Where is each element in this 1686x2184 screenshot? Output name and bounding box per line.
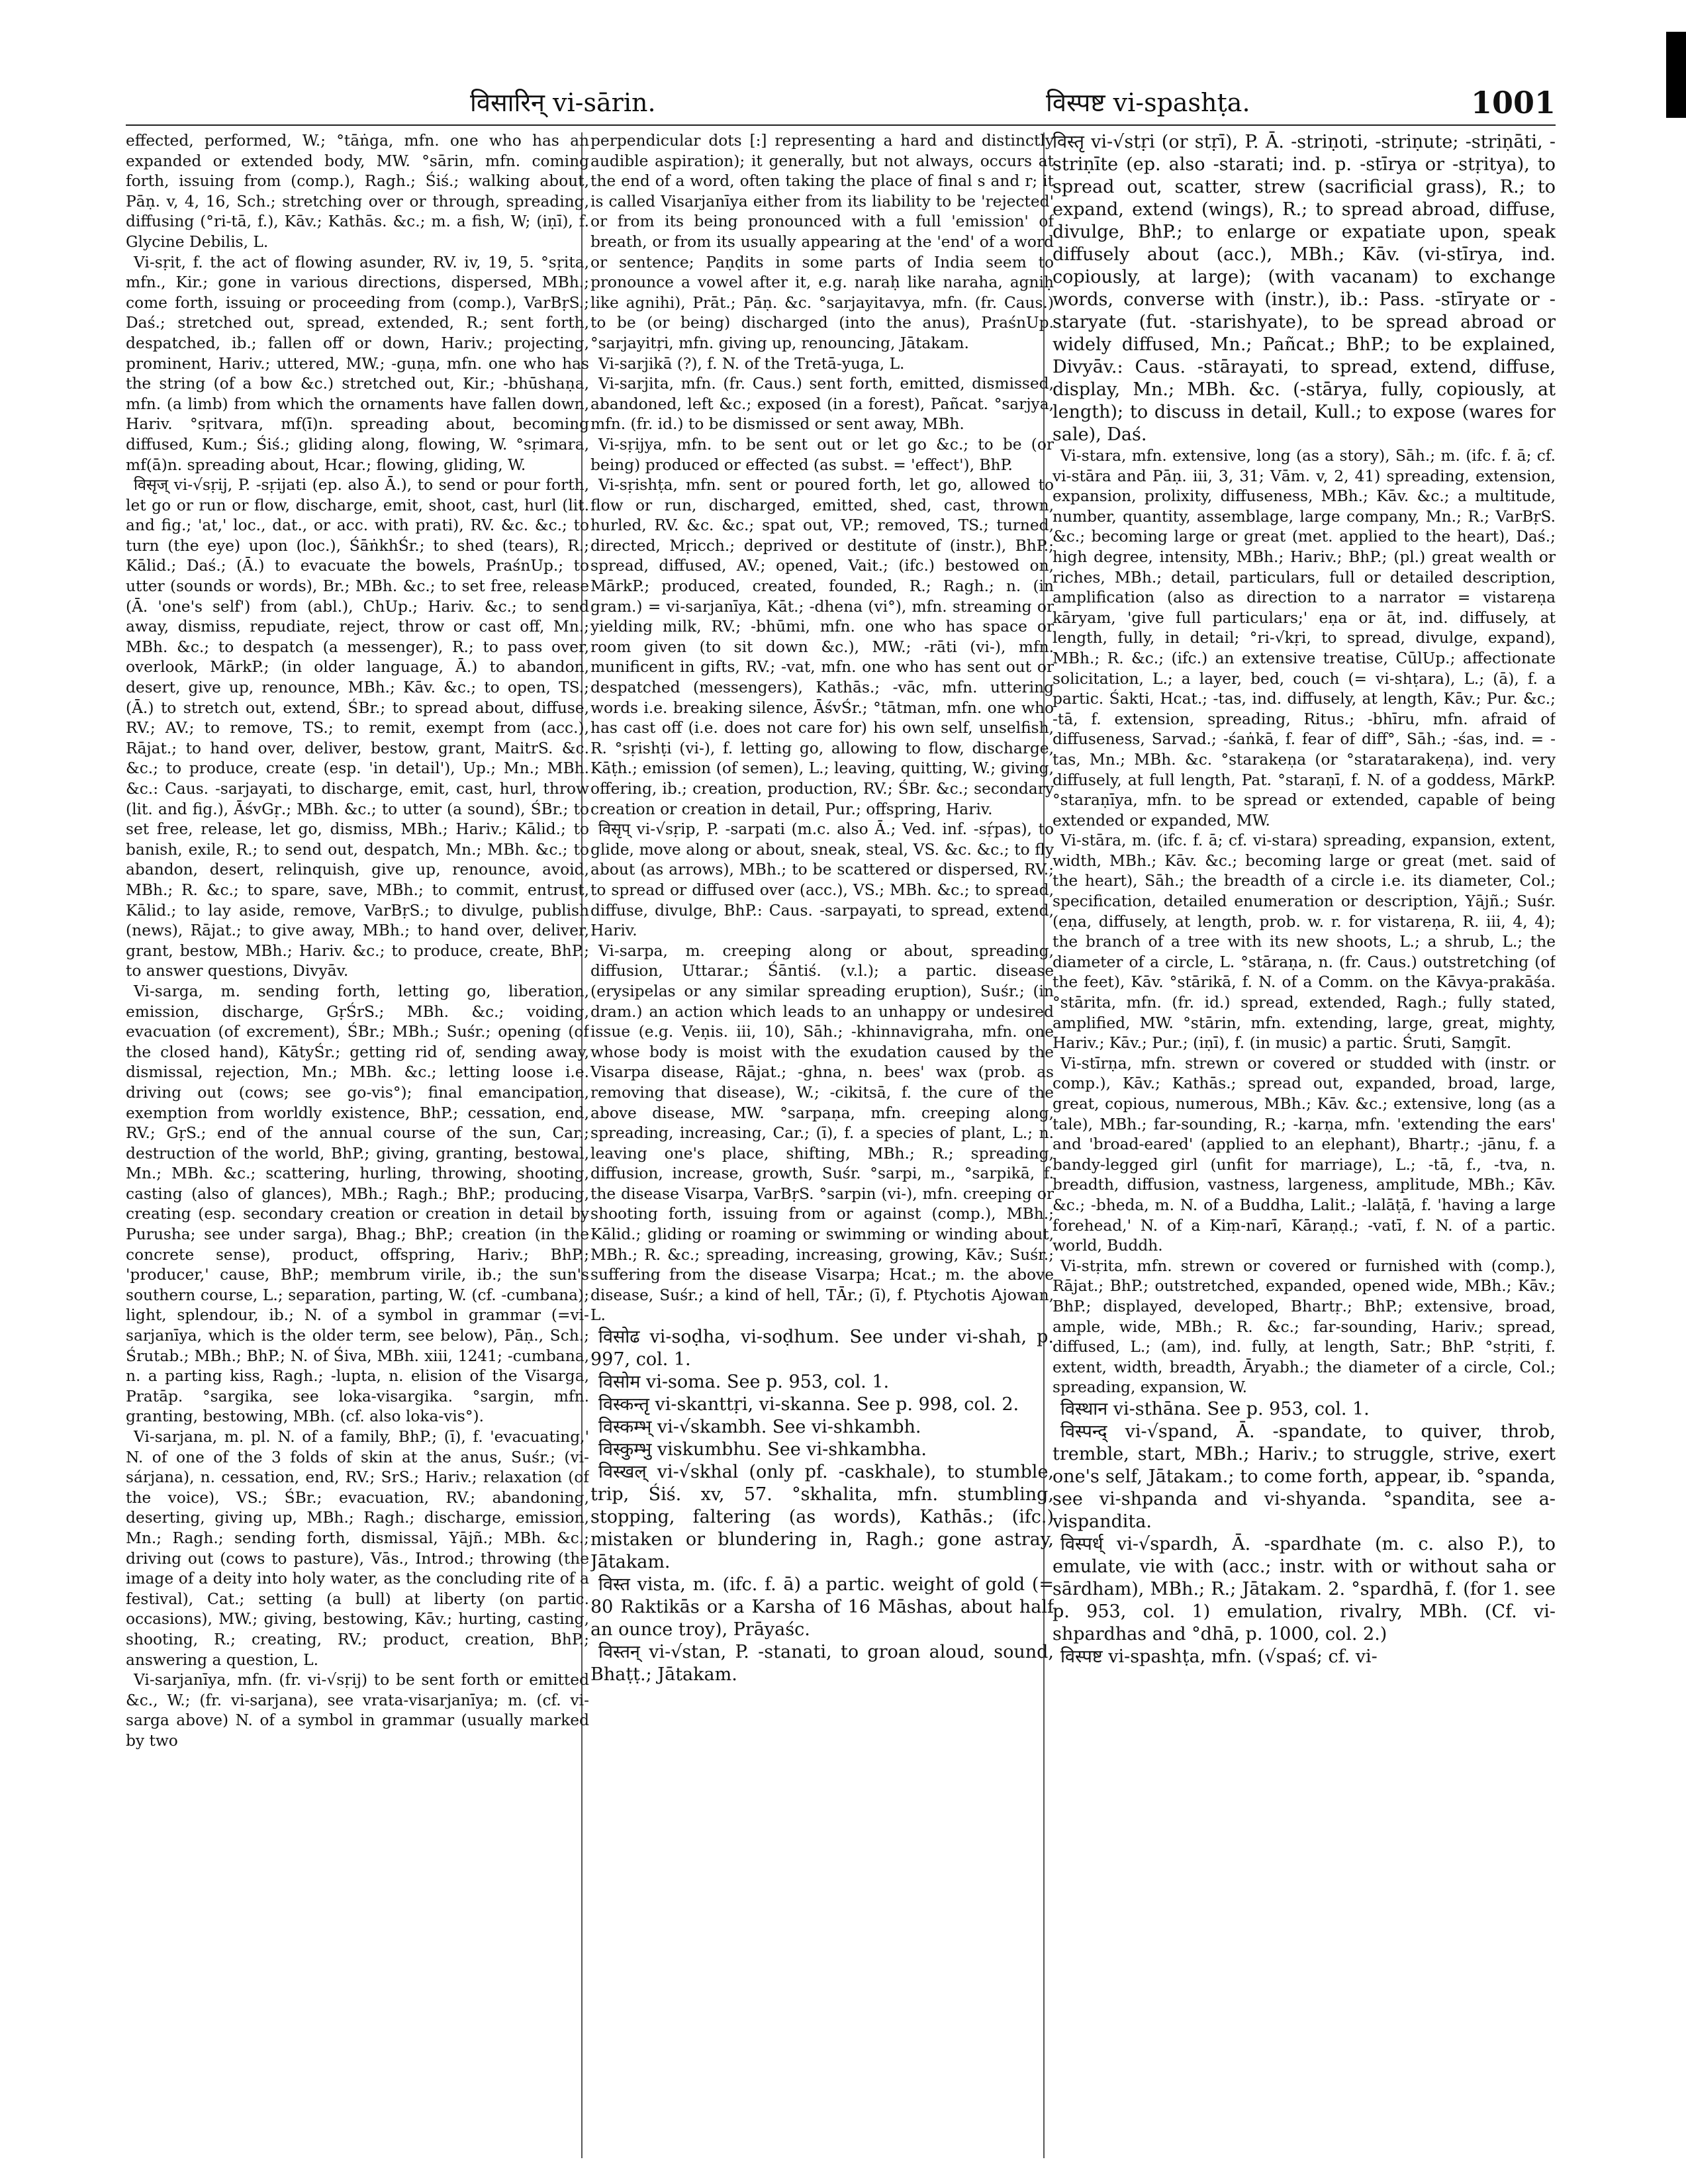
left-running-head: विसारिन् vi-sārin. [470,88,656,117]
entry-vi-srip: विसृप् vi-√sṛip, P. -sarpati (m.c. also Ā.; Ved. inf. -sṛ́pas), to glide, move along or about, sneak, steal, VS. &c. &c.; to fly about (as arrows), MBh.; to be scattered or dispersed, RV.; to spread or diffused over (acc.), VS.; MBh. &c.; to spread, diffuse, divulge, BhP.: Caus. -sarpayati, to spread, extend, Hariv. [590,820,1054,940]
entry-vi-stara-long: Vi-stāra, m. (ifc. f. ā; cf. vi-stara) spreading, expansion, extent, width, MBh.; Kāv. &c.; becoming large or great (met. said of the heart), Sāh.; the breadth of a circle i.e. its diameter, Col.; specification, detailed enumeration or description, Yājñ.; Suśr. (eṇa, diffusely, at length, prob. w. r. for vistareṇa, R. iii, 4, 4); the branch of a tree with its new shoots, L.; a shrub, L.; the diameter of a circle, L. °stāraṇa, n. (fr. Caus.) outstretching (of the feet), Kāv. °stārikā, f. N. of a Comm. on the Kāvya-prakāśa. °stārita, mfn. (fr. id.) spread, extended, Ragh.; fully stated, amplified, MW. °stārin, mfn. extending, large, great, mighty, Hariv.; Kāv.; Pur.; (iṇī), f. (in music) a partic. Śruti, Saṃgīt. [1053,831,1556,1053]
scan-edge-mark [1666,32,1686,118]
column-1 [126,131,589,2157]
entry-vi-skambh: विस्कम्भ् vi-√skambh. See vi-shkambh. [598,1417,921,1438]
column-2 [590,131,1054,2157]
entry-continuation: effected, performed, W.; °tāṅga, mfn. one who has an expanded or extended body, MW. °sārin, mfn. coming forth, issuing from (comp.), Ragh.; Śiś.; walking about, Pāṇ. v, 4, 16, Sch.; stretching over or through, spreading, diffusing (°ri-tā, f.), Kāv.; Kathās. &c.; m. a fish, W; (iṇī), f. Glycine Debilis, L. [126,132,589,251]
entry-continuation: perpendicular dots [:] representing a hard and distinctly audible aspiration); it generally, but not always, occurs at the end of a word, often taking the place of final s and r; it is called Visarjanīya either from its liability to be 'rejected' or from its being pronounced with a full 'emission' of breath, or from its usually appearing at the 'end' of a word or sentence; Paṇḍits in some parts of India seem to pronounce a vowel after it, e.g. naraḥ like naraha, agniḥ like agnihi), Prāt.; Pāṇ. &c. °sarjayitavya, mfn. (fr. Caus.) to be (or being) discharged (into the anus), PraśnUp. °sarjayitṛi, mfn. giving up, renouncing, Jātakam. [590,132,1054,352]
entry-vi-strita: Vi-stṛita, mfn. strewn or covered or furnished with (comp.), Rājat.; BhP.; outstretched, expanded, opened wide, MBh.; Kāv.; BhP.; displayed, developed, Bhartṛ.; BhP.; extensive, broad, ample, wide, MBh.; R. &c.; far-sounding, Hariv.; spread, diffused, L.; (am), ind. fully, at length, Satr.; BhP. °stṛiti, f. extent, width, breadth, Āryabh.; the diameter of a circle, Col.; spreading, expansion, W. [1053,1257,1556,1397]
entry-vi-sarpa: Vi-sarpa, m. creeping along or about, spreading, diffusion, Uttarar.; Śāntiś. (v.l.); a partic. disease (erysipelas or any similar spreading eruption), Suśr.; (in dram.) an action which leads to an unhappy or undesired issue (e.g. Veṇis. iii, 10), Sāh.; -khinnavigraha, mfn. one whose body is moist with the exudation caused by the Visarpa disease, Rājat.; -ghna, n. bees' wax (prob. as removing that disease), W.; -cikitsā, f. the cure of the above disease, MW. °sarpaṇa, mfn. creeping along, spreading, increasing, Car.; (ī), f. a species of plant, L.; n. leaving one's place, shifting, MBh.; R.; spreading, diffusion, increase, growth, Suśr. °sarpi, m., °sarpikā, f. the disease Visarpa, VarBṛS. °sarpin (vi-), mfn. creeping or shooting forth, issuing from or against (comp.), MBh.; Kālid.; gliding or roaming or swimming or winding about, MBh.; R. &c.; spreading, increasing, growing, Kāv.; Suśr.; suffering from the disease Visarpa; Hcat.; m. the above disease, Suśr.; a kind of hell, TĀr.; (ī), f. Ptychotis Ajowan, L. [590,941,1054,1325]
entry-vi-spardh: विस्पर्ध् vi-√spardh, Ā. -spardhate (m. c. also P.), to emulate, vie with (acc.; instr. with or without saha or sārdham), MBh.; R.; Jātakam. 2. °spardhā, f. (for 1. see p. 953, col. 1) emulation, rivalry, MBh. (Cf. vi-shpardhas and °dhā, p. 1000, col. 2.) [1053,1533,1556,1644]
entry-vi-stan: विस्तन् vi-√stan, P. -stanati, to groan aloud, sound, Bhaṭṭ.; Jātakam. [590,1642,1054,1685]
column-3 [1053,131,1556,2157]
entry-vi-srijya: Vi-sṛijya, mfn. to be sent out or let go &c.; to be (or being) produced or effected (as subst. = 'effect'), BhP. [590,435,1054,474]
entry-vi-srij: विसृज् vi-√sṛij, P. -sṛijati (ep. also Ā.), to send or pour forth, let go or run or flow, discharge, emit, shoot, cast, hurl (lit. and fig.; 'at,' loc., dat., or acc. with prati), RV. &c. &c.; to turn (the eye) upon (loc.), ŚāṅkhŚr.; to shed (tears), R.; Kālid.; Daś.; (Ā.) to evacuate the bowels, PraśnUp.; to utter (sounds or words), Br.; MBh. &c.; to set free, release (Ā. 'one's self') from (abl.), ChUp.; Hariv. &c.; to send away, dismiss, repudiate, reject, throw or cast off, Mn.; MBh. &c.; to despatch (a messenger), R.; to pass over, overlook, MārkP.; (in older language, Ā.) to abandon, desert, give up, renounce, MBh.; Kāv. &c.; to open, TS.; (Ā.) to stretch out, extend, ŚBr.; to spread about, diffuse, RV.; AV.; to remove, TS.; to remit, exempt from (acc.), Rājat.; to hand over, deliver, bestow, grant, MaitrS. &c. &c.; to produce, create (esp. 'in detail'), Up.; Mn.; MBh. &c.: Caus. -sarjayati, to discharge, emit, cast, hurl, throw (lit. and fig.), ĀśvGṛ.; MBh. &c.; to utter (a sound), ŚBr.; to set free, release, let go, dismiss, MBh.; Hariv.; Kālid.; to banish, exile, R.; to send out, despatch, Mn.; MBh. &c.; to abandon, desert, relinquish, give up, renounce, avoid, MBh.; R. &c.; to spare, save, MBh.; to commit, entrust, Kālid.; to lay aside, remove, VarBṛS.; to divulge, publish (news), Rājat.; to give away, MBh.; to hand over, deliver, grant, bestow, MBh.; Hariv. &c.; to produce, create, BhP.; to answer questions, Divyāv. [126,476,589,980]
entry-vi-srit: Vi-sṛit, f. the act of flowing asunder, RV. iv, 19, 5. °sṛita, mfn., Kir.; gone in various directions, dispersed, MBh.; come forth, issuing or proceeding from (comp.), VarBṛS.; Daś.; stretched out, spread, extended, R.; sent forth, despatched, ib.; fallen off or down, Hariv.; projecting, prominent, Hariv.; uttered, MW.; -guṇa, mfn. one who has the string (of a bow &c.) stretched out, Kir.; -bhūshaṇa, mfn. (a limb) from which the ornaments have fallen down, Hariv. °sṛitvara, mf(ī)n. spreading about, becoming diffused, Kum.; Śiś.; gliding along, flowing, W. °sṛimara, mf(ā)n. spreading about, Hcar.; flowing, gliding, W. [126,253,589,474]
page-header [126,79,1556,119]
entry-vi-sodha: विसोढ vi-soḍha, vi-soḍhum. See under vi-shah, p. 997, col. 1. [590,1327,1054,1370]
entry-vi-sarjika: Vi-sarjikā (?), f. N. of the Tretā-yuga, L. [598,354,905,373]
entry-viskumbhu: विस्कुम्भु viskumbhu. See vi-shkambha. [598,1439,927,1460]
entry-vista: विस्त vista, m. (ifc. f. ā) a partic. weight of gold (= 80 Raktikās or a Karsha of 16 Māshas, about half an ounce troy), Prāyaśc. [590,1574,1054,1640]
entry-vi-sarjana: Vi-sarjana, m. pl. N. of a family, BhP.; (ī), f. 'evacuating,' N. of one of the 3 folds of skin at the anus, Suśr.; (vi-sárjana), n. cessation, end, RV.; SrS.; Hariv.; relaxation (of the voice), VS.; ŚBr.; evacuation, RV.; abandoning, deserting, giving up, MBh.; Ragh.; discharge, emission, Mn.; Ragh.; sending forth, dismissal, Yājñ.; MBh. &c.; driving out (cows to pasture), Vās., Introd.; throwing (the image of a deity into holy water, as the concluding rite of a festival), Cat.; setting (a bull) at liberty (on partic. occasions), MW.; giving, bestowing, Kāv.; hurting, casting, shooting, R.; creating, RV.; product, creation, BhP.; answering a question, L. [126,1428,589,1669]
entry-vi-sthana: विस्थान vi-sthāna. See p. 953, col. 1. [1060,1398,1370,1419]
entry-vi-sarjita: Vi-sarjita, mfn. (fr. Caus.) sent forth, emitted, dismissed, abandoned, left &c.; exposed (in a forest), Pañcat. °sarjya, mfn. (fr. id.) to be dismissed or sent away, MBh. [590,375,1054,434]
entry-vi-spashta: विस्पष्ट vi-spashṭa, mfn. (√spaś; cf. vi- [1060,1646,1378,1667]
entry-vi-stara: Vi-stara, mfn. extensive, long (as a story), Sāh.; m. (ifc. f. ā; cf. vi-stāra and Pāṇ. iii, 3, 31; Vām. v, 2, 41) spreading, extension, expansion, prolixity, diffuseness, MBh.; Kāv. &c.; a multitude, number, quantity, assemblage, large company, Mn.; R.; VarBṛS. &c.; becoming large or great (met. applied to the heart), Daś.; high degree, intensity, MBh.; Hariv.; BhP.; (pl.) great wealth or riches, MBh.; detail, particulars, full or detailed description, amplification (also as direction to a narrator = vistareṇa kāryam, 'give full particulars;' eṇa or āt, ind. diffusely, at length, fully, in detail; °ri-√kṛi, to spread, divulge, expand), MBh.; R. &c.; (ifc.) an extensive treatise, CūlUp.; affectionate solicitation, L.; a layer, bed, couch (= vi-shṭara), L.; (ā), f. a partic. Śakti, Hcat.; -tas, ind. diffusely, at length, Kāv.; Pur. &c.; -tā, f. extension, spreading, Ritus.; -bhīru, mfn. afraid of diffuseness, Sarvad.; -śaṅkā, f. fear of diff°, Sāh.; -śas, ind. = -tas, Mn.; MBh. &c. °starakeṇa (or °staratarakeṇa), ind. very diffusely, at full length, Pat. °staraṇī, f. N. of a goddess, MārkP. °staraṇīya, mfn. to be spread or extended, capable of being extended or expanded, MW. [1053,447,1556,830]
entry-vi-soma: विसोम vi-soma. See p. 953, col. 1. [598,1372,890,1393]
right-running-head: विस्पष्ट vi-spashṭa. [1046,88,1250,117]
page-number: 1001 [1470,85,1556,120]
entry-vi-spand: विस्पन्द् vi-√spand, Ā. -spandate, to quiver, throb, tremble, start, MBh.; Hariv.; to struggle, strive, exert one's self, Jātakam.; to come forth, appear, ib. °spanda, see vi-shpanda and vi-shyanda. °spandita, see a-vispandita. [1053,1421,1556,1532]
entry-vi-stirna: Vi-stīrṇa, mfn. strewn or covered or studded with (instr. or comp.), Kāv.; Kathās.; spread out, expanded, broad, large, great, copious, numerous, MBh.; Kāv. &c.; extensive, long (as a tale), MBh.; far-sounding, R.; -karṇa, mfn. 'extending the ears' and 'broad-eared' (applied to an elephant), Bhartṛ.; -jānu, f. a bandy-legged girl (unfit for marriage), L.; -tā, f., -tva, n. breadth, diffusion, vastness, largeness, amplitude, MBh.; Kāv. &c.; -bheda, m. N. of a Buddha, Lalit.; -lalāṭā, f. 'having a large forehead,' N. of a Kiṃ-narī, Kāraṇḍ.; -vatī, f. N. of a partic. world, Buddh. [1053,1054,1556,1255]
entry-vi-sarjaniya: Vi-sarjanīya, mfn. (fr. vi-√sṛij) to be sent forth or emitted &c., W.; (fr. vi-sarjana), see vrata-visarjanīya; m. (cf. vi-sarga above) N. of a symbol in grammar (usually marked by two [126,1671,589,1750]
entry-vi-stri: विस्तृ vi-√stṛi (or stṛī), P. Ā. -striṇoti, -striṇute; -striṇāti, -striṇīte (ep. also -starati; ind. p. -stīrya or -stṛitya), to spread out, scatter, strew (sacrificial grass), R.; to expand, extend (wings), R.; to spread abroad, diffuse, divulge, BhP.; to enlarge or expatiate upon, speak diffusely about (acc.), MBh.; Kāv. (vi-stīrya, ind. copiously, at large); (with vacanam) to exchange words, converse with (instr.), ib.: Pass. -stīryate or -staryate (fut. -starishyate), to be spread abroad or widely diffused, Mn.; Pañcat.; BhP.; to be explained, Divyāv.: Caus. -stārayati, to spread, extend, diffuse, display, Mn.; MBh. &c. (-stārya, fully, copiously, at length); to discuss in detail, Kull.; to expose (wares for sale), Daś. [1053,132,1556,445]
entry-vi-skhal: विस्खल् vi-√skhal (only pf. -caskhale), to stumble, trip, Śiś. xv, 57. °skhalita, mfn. stumbling, stopping, faltering (as words), Kathās.; (ifc.) mistaken or blundering in, Ragh.; gone astray, Jātakam. [590,1462,1054,1573]
header-rule [126,124,1556,126]
entry-vi-srishta: Vi-sṛishṭa, mfn. sent or poured forth, let go, allowed to flow or run, discharged, emitted, shed, cast, thrown, hurled, RV. &c. &c.; spat out, VP.; removed, TS.; turned, directed, Mṛicch.; deprived or destitute of (instr.), BhP.; spread, diffused, AV.; opened, Vait.; (ifc.) bestowed on, MārkP.; produced, created, founded, R.; Ragh.; n. (in gram.) = vi-sarjanīya, Kāt.; -dhena (vi°), mfn. streaming or yielding milk, RV.; -bhūmi, mfn. one who has space or room given (to sit down &c.), MW.; -rāti (vi-), mfn. munificent in gifts, RV.; -vat, mfn. one who has sent out or despatched (messengers), Kathās.; -vāc, mfn. uttering words i.e. breaking silence, ĀśvŚr.; °tātman, mfn. one who has cast off (i.e. does not care for) his own self, unselfish, R. °sṛishṭi (vi-), f. letting go, allowing to flow, discharge, Kāṭh.; emission (of semen), L.; leaving, quitting, W.; giving, offering, ib.; creation, production, RV.; ŚBr. &c.; secondary creation or creation in detail, Pur.; offspring, Hariv. [590,476,1054,818]
entry-vi-skanttri: विस्कन्तृ vi-skanttṛi, vi-skanna. See p. 998, col. 2. [598,1394,1019,1415]
entry-vi-sarga: Vi-sarga, m. sending forth, letting go, liberation, emission, discharge, GṛŚrS.; MBh. &c.; voiding, evacuation (of excrement), ŚBr.; MBh.; Suśr.; opening (of the closed hand), KātyŚr.; getting rid of, sending away, dismissal, rejection, Mn.; MBh. &c.; letting loose i.e. driving out (cows; see go-vis°); final emancipation, exemption from worldly existence, BhP.; cessation, end, RV.; GṛS.; end of the annual course of the sun, Car.; destruction of the world, BhP.; giving, granting, bestowal, Mn.; MBh. &c.; scattering, hurling, throwing, shooting, casting (also of glances), MBh.; Ragh.; BhP.; producing, creating (esp. secondary creation or creation in detail by Purusha; see under sarga), Bhag.; BhP.; creation (in the concrete sense), product, offspring, Hariv.; BhP.; 'producer,' cause, BhP.; membrum virile, ib.; the sun's southern course, L.; separation, parting, W. (cf. -cumbana); light, splendour, ib.; N. of a symbol in grammar (=vi-sarjanīya, which is the older term, see below), Pāṇ., Sch.; Śrutab.; MBh.; BhP.; N. of Śiva, MBh. xiii, 1241; -cumbana, n. a parting kiss, Ragh.; -lupta, n. elision of the Visarga, Pratāp. °sargika, see loka-visargika. °sargin, mfn. granting, bestowing, MBh. (cf. also loka-vis°). [126,982,589,1426]
